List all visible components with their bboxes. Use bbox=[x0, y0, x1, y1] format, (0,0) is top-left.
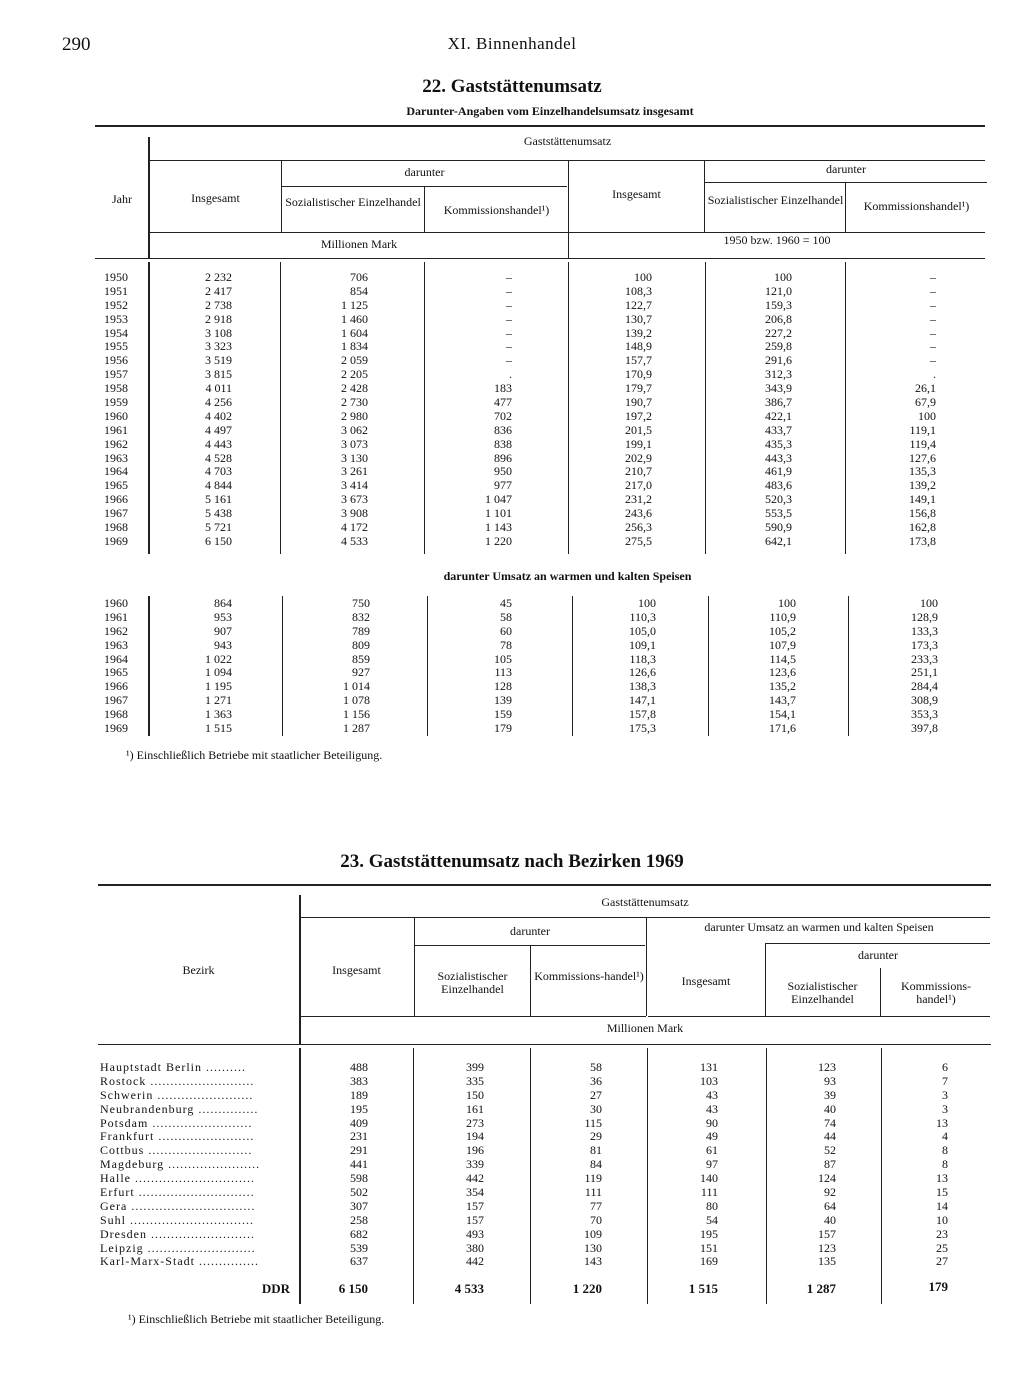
bezirk-sozialistisch: 399 335 150 161 273 194 196 339 442 354 157 157 493 380 442 bbox=[466, 1060, 484, 1269]
bezirk-speisen-sozialistisch: 123 93 39 40 74 44 52 87 124 92 64 40 157 123 135 bbox=[818, 1060, 836, 1269]
page-number: 290 bbox=[62, 34, 91, 55]
header-darunter: darunter bbox=[404, 165, 445, 179]
bezirk-speisen-kommission: 6 7 3 3 13 4 8 8 13 15 14 10 23 25 27 bbox=[936, 1060, 948, 1269]
table-23-title: 23. Gaststättenumsatz nach Bezirken 1969 bbox=[340, 851, 684, 872]
header-index-darunter: darunter bbox=[826, 162, 866, 176]
unit-millionen-mark: Millionen Mark bbox=[320, 237, 398, 251]
years-b: 1960 1961 1962 1963 1964 1965 1966 1967 1968 1969 bbox=[104, 596, 128, 736]
total-kommission: 1 220 bbox=[572, 1281, 602, 1296]
index-kommission-a: – – – – – – – . 26,1 67,9 100 119,1 119,4 127,6 135,3 139,2 149,1 156,8 162,8 173,8 bbox=[909, 270, 936, 548]
footnote-22: ¹) Einschließlich Betriebe mit staatlicher Beteiligung. bbox=[126, 748, 383, 762]
header-group-23: Gaststättenumsatz bbox=[601, 895, 689, 909]
bezirk-names: Hauptstadt Berlin .......... Rostock .......................... Schwerin ........................ Neubrandenburg ............... Potsdam ......................... Frankfurt ........................ Cottbus .......................... Magdeburg ....................... Halle .............................. Erfurt ............................. Gera ............................... Suhl ............................... Dresden .......................... Leipzig ........................... Karl-Marx-Stadt ............... bbox=[100, 1061, 261, 1269]
insgesamt-b: 864 953 907 943 1 022 1 094 1 195 1 271 1 363 1 515 bbox=[205, 596, 232, 736]
kommission-a: – – – – – – – . 183 477 702 836 838 896 950 977 1 047 1 101 1 143 1 220 bbox=[485, 270, 512, 548]
total-label: DDR bbox=[261, 1281, 290, 1296]
table-22-subtitle: Darunter-Angaben vom Einzelhandelsumsatz insgesamt bbox=[406, 104, 694, 118]
section-speisen-label: darunter Umsatz an warmen und kalten Speisen bbox=[443, 569, 692, 583]
bezirk-kommission: 58 36 27 30 115 29 81 84 119 111 77 70 109 130 143 bbox=[584, 1060, 602, 1269]
total-insgesamt: 6 150 bbox=[338, 1281, 368, 1296]
index-insgesamt-b: 100 110,3 105,0 109,1 118,3 126,6 138,3 147,1 157,8 175,3 bbox=[629, 596, 656, 736]
header-sozialistisch: Sozialistischer Einzelhandel bbox=[285, 195, 421, 209]
header-kommission-23: Kommissions-handel¹) bbox=[534, 969, 644, 983]
years-a: 1950 1951 1952 1953 1954 1955 1956 1957 1958 1959 1960 1961 1962 1963 1964 1965 1966 1967 1968 1969 bbox=[104, 270, 128, 548]
header-speisen-darunter: darunter bbox=[858, 948, 898, 962]
bezirk-insgesamt: 488 383 189 195 409 231 291 441 598 502 307 258 682 539 637 bbox=[350, 1060, 368, 1269]
header-group: Gaststättenumsatz bbox=[523, 134, 612, 148]
index-kommission-b: 100 128,9 133,3 173,3 233,3 251,1 284,4 308,9 353,3 397,8 bbox=[911, 596, 938, 736]
unit-index-base: 1950 bzw. 1960 = 100 bbox=[723, 233, 831, 247]
sozialistisch-b: 750 832 789 809 859 927 1 014 1 078 1 156 1 287 bbox=[343, 596, 370, 736]
table-22-title: 22. Gaststättenumsatz bbox=[422, 76, 602, 97]
header-speisen-sozialistisch: Sozialistischer Einzelhandel bbox=[787, 979, 858, 1006]
header-speisen-kommission: Kommissions-handel¹) bbox=[900, 979, 971, 1006]
header-index-sozialistisch: Sozialistischer Einzelhandel bbox=[707, 193, 844, 207]
total-speisen-insgesamt: 1 515 bbox=[688, 1281, 718, 1296]
header-jahr: Jahr bbox=[112, 192, 132, 206]
total-sozialistisch: 4 533 bbox=[454, 1281, 484, 1296]
chapter-title: XI. Binnenhandel bbox=[447, 34, 577, 53]
footnote-23: ¹) Einschließlich Betriebe mit staatlicher Beteiligung. bbox=[128, 1312, 385, 1326]
header-speisen-insgesamt: Insgesamt bbox=[681, 974, 731, 988]
index-sozialistisch-b: 100 110,9 105,2 107,9 114,5 123,6 135,2 143,7 154,1 171,6 bbox=[769, 596, 796, 736]
index-sozialistisch-a: 100 121,0 159,3 206,8 227,2 259,8 291,6 312,3 343,9 386,7 422,1 433,7 435,3 443,3 461,9 483,6 520,3 553,5 590,9 642,1 bbox=[765, 270, 792, 548]
bezirk-speisen-insgesamt: 131 103 43 43 90 49 61 97 140 111 80 54 195 151 169 bbox=[700, 1060, 718, 1269]
total-speisen-kommission: 179 bbox=[928, 1279, 948, 1294]
header-kommission: Kommissionshandel¹) bbox=[443, 203, 550, 217]
header-sozialistisch-23: Sozialistischer Einzelhandel bbox=[437, 969, 508, 996]
header-insgesamt-23: Insgesamt bbox=[332, 963, 381, 977]
header-index-kommission: Kommissionshandel¹) bbox=[863, 199, 970, 213]
total-speisen-sozialistisch: 1 287 bbox=[806, 1281, 836, 1296]
sozialistisch-a: 706 854 1 125 1 460 1 604 1 834 2 059 2 205 2 428 2 730 2 980 3 062 3 073 3 130 3 261 3 414 3 673 3 908 4 172 4 533 bbox=[341, 270, 368, 548]
unit-millionen-mark-23: Millionen Mark bbox=[606, 1021, 684, 1035]
header-speisen-23: darunter Umsatz an warmen und kalten Speisen bbox=[704, 920, 934, 934]
insgesamt-a: 2 232 2 417 2 738 2 918 3 108 3 323 3 519 3 815 4 011 4 256 4 402 4 497 4 443 4 528 4 703 4 844 5 161 5 438 5 721 6 150 bbox=[205, 270, 232, 548]
header-darunter-23: darunter bbox=[510, 924, 550, 938]
header-index-insgesamt: Insgesamt bbox=[612, 187, 661, 201]
kommission-b: 45 58 60 78 105 113 128 139 159 179 bbox=[494, 596, 512, 736]
index-insgesamt-a: 100 108,3 122,7 130,7 139,2 148,9 157,7 170,9 179,7 190,7 197,2 201,5 199,1 202,9 210,7 217,0 231,2 243,6 256,3 275,5 bbox=[625, 270, 652, 548]
header-insgesamt: Insgesamt bbox=[191, 191, 240, 205]
header-bezirk: Bezirk bbox=[182, 963, 215, 977]
